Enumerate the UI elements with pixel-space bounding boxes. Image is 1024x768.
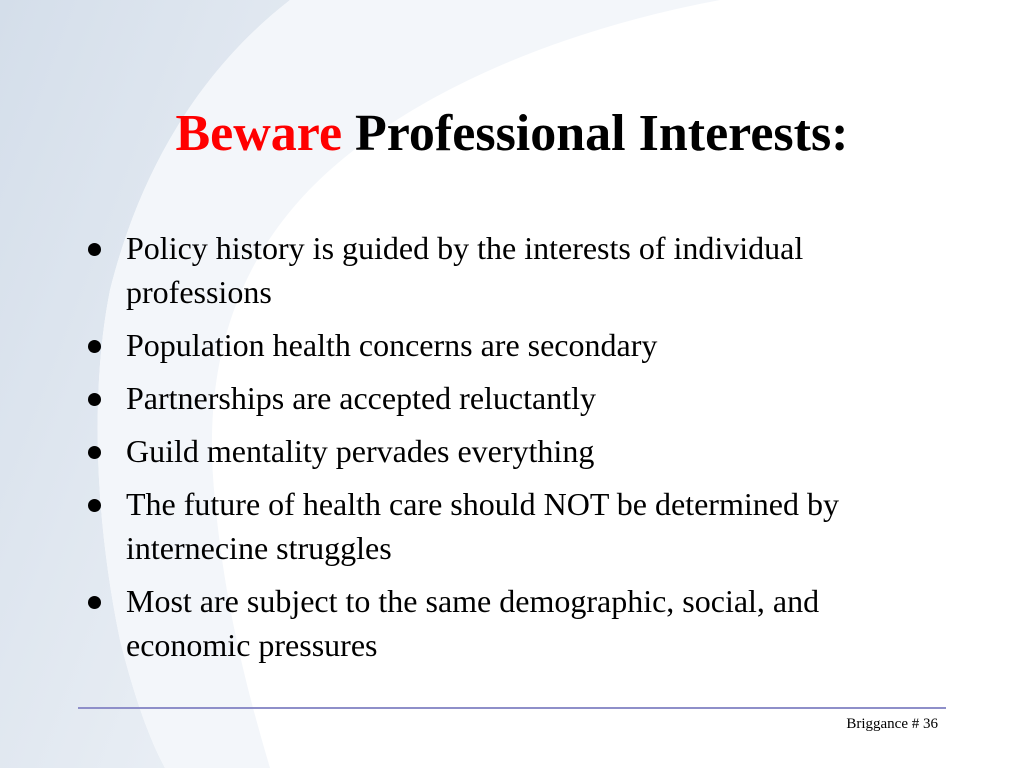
- bullet-text: Policy history is guided by the interests of individual professions: [126, 230, 804, 310]
- list-item: [88, 429, 948, 473]
- list-item: [88, 226, 948, 314]
- bullet-icon: [88, 499, 101, 512]
- bullet-text: The future of health care should NOT be determined by internecine struggles: [126, 486, 839, 566]
- slide-footer: Briggance # 36: [846, 716, 938, 732]
- footer-divider: [78, 707, 946, 709]
- bullet-icon: [88, 446, 101, 459]
- slide-title: [0, 104, 1024, 164]
- bullet-text: Partnerships are accepted reluctantly: [126, 380, 596, 416]
- bullet-icon: [88, 596, 101, 609]
- bullet-text: Most are subject to the same demographic, social, and economic pressures: [126, 583, 820, 663]
- list-item: [88, 482, 948, 570]
- bullet-icon: [88, 340, 101, 353]
- title-rest: Professional Interests:: [342, 105, 849, 162]
- list-item: [88, 579, 948, 667]
- title-accent: Beware: [175, 105, 343, 162]
- bullet-icon: [88, 393, 101, 406]
- bullet-text: Guild mentality pervades everything: [126, 433, 595, 469]
- bullet-icon: [88, 243, 101, 256]
- bullet-list: [88, 226, 948, 676]
- bullet-text: Population health concerns are secondary: [126, 327, 658, 363]
- list-item: [88, 323, 948, 367]
- list-item: [88, 376, 948, 420]
